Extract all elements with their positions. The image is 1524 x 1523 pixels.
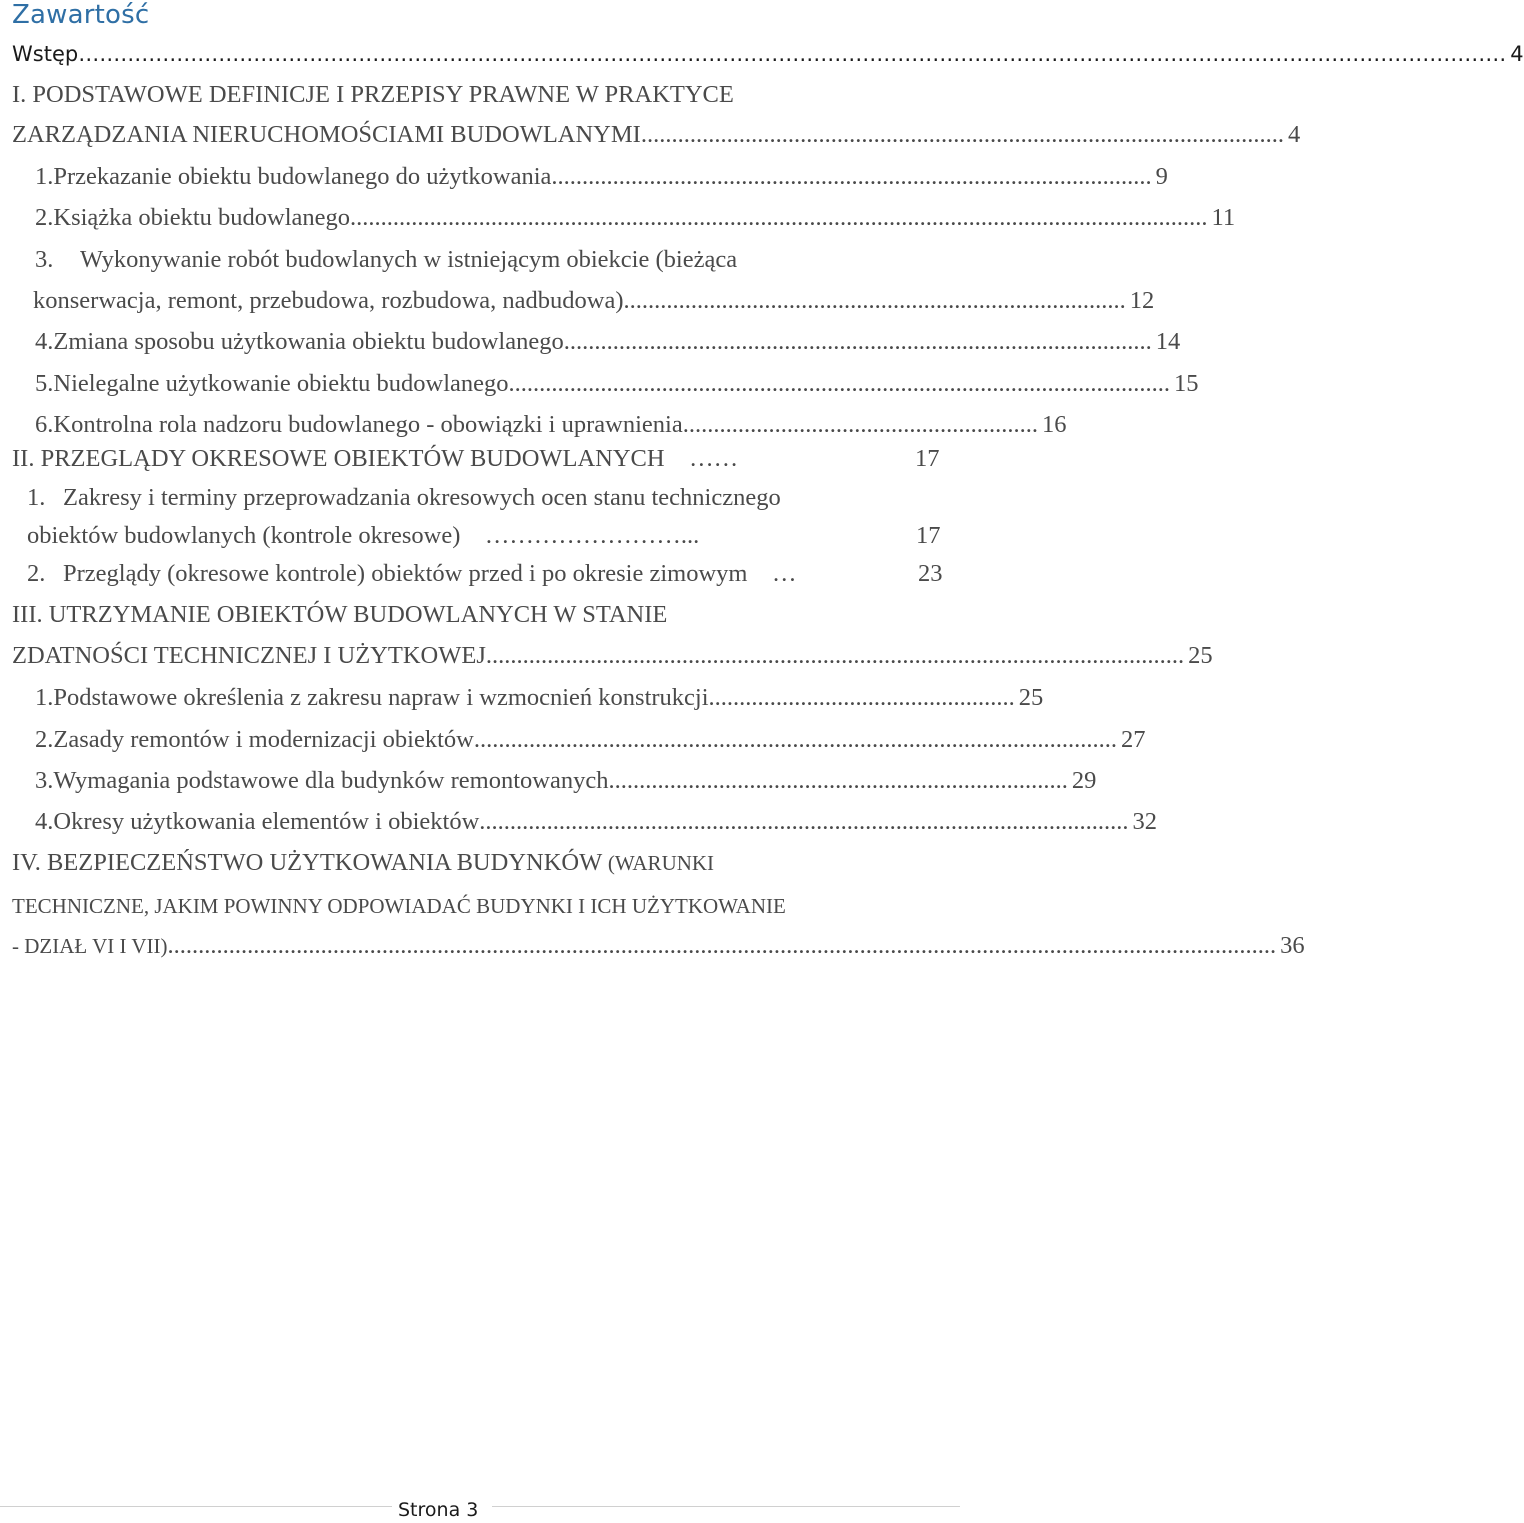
toc-entry-1-5[interactable] bbox=[35, 368, 1199, 400]
leader-dots: .................................................................................................................. bbox=[485, 642, 1185, 669]
toc-entry-section-2[interactable] bbox=[12, 443, 952, 475]
page-number: 11 bbox=[1211, 204, 1236, 231]
toc-entry-intro[interactable] bbox=[12, 38, 1524, 70]
toc-entry-title: - DZIAŁ VI I VII) bbox=[12, 934, 168, 958]
toc-entry-title: Zasady remontów i modernizacji obiektów bbox=[53, 726, 474, 753]
leader-dots: .................................................................................................. bbox=[551, 163, 1152, 190]
footer-rule-left bbox=[0, 1506, 392, 1507]
leader-dots: ......................................................................................................... bbox=[473, 726, 1117, 753]
toc-entry-section-3[interactable] bbox=[12, 640, 1213, 672]
item-number: 6. bbox=[35, 411, 54, 438]
leader-dots: .................................................................................. bbox=[623, 287, 1126, 314]
leader-dots: …… bbox=[664, 445, 739, 472]
leader-dots: ............................................................................................................ bbox=[508, 370, 1171, 397]
item-number: 1. bbox=[35, 163, 54, 190]
page-number: 29 bbox=[1071, 767, 1097, 794]
item-number: 4. bbox=[35, 808, 54, 835]
leader-dots: .................................................. bbox=[708, 684, 1015, 711]
toc-entry-3-4[interactable] bbox=[35, 806, 1158, 838]
toc-entry-title: Przekazanie obiektu budowlanego do użytkowania bbox=[53, 163, 552, 190]
toc-entry-title: Wymagania podstawowe dla budynków remontowanych bbox=[53, 767, 609, 794]
toc-entry-2-1-line1[interactable] bbox=[27, 482, 947, 514]
leader-dots: .......................................................... bbox=[682, 411, 1038, 438]
page-number: 4 bbox=[1287, 121, 1301, 148]
toc-entry-title: III. UTRZYMANIE OBIEKTÓW BUDOWLANYCH W STANIE bbox=[12, 601, 668, 628]
footer-rule bbox=[0, 1506, 960, 1507]
toc-entry-2-2[interactable] bbox=[27, 558, 952, 590]
leader-dots: ......................................................................................................... bbox=[640, 121, 1284, 148]
page-number: 4 bbox=[1510, 42, 1524, 66]
toc-entry-title: Wykonywanie robót budowlanych w istniejącym obiekcie (bieżąca bbox=[80, 246, 738, 273]
toc-entry-title: Kontrolna rola nadzoru budowlanego - obowiązki i uprawnienia bbox=[53, 411, 683, 438]
toc-entry-section-4[interactable] bbox=[12, 930, 1305, 962]
toc-entry-section-4-line2[interactable] bbox=[12, 890, 952, 922]
toc-entry-title: II. PRZEGLĄDY OKRESOWE OBIEKTÓW BUDOWLANYCH bbox=[12, 445, 665, 472]
toc-entry-title: TECHNICZNE, JAKIM POWINNY ODPOWIADAĆ BUDYNKI I ICH UŻYTKOWANIE bbox=[12, 894, 786, 918]
item-number: 2. bbox=[35, 726, 54, 753]
toc-entry-title-note: (WARUNKI bbox=[607, 851, 715, 875]
item-number: 1. bbox=[35, 684, 54, 711]
toc-entry-title: Przeglądy (okresowe kontrole) obiektów przed i po okresie zimowym bbox=[63, 560, 748, 587]
toc-entry-2-1[interactable] bbox=[27, 520, 947, 552]
toc-entry-3-2[interactable] bbox=[35, 724, 1146, 756]
toc-entry-title: IV. BEZPIECZEŃSTWO UŻYTKOWANIA BUDYNKÓW bbox=[12, 849, 602, 876]
leader-dots: ……………………... bbox=[460, 522, 700, 549]
toc-entry-1-4[interactable] bbox=[35, 326, 1181, 358]
page-number: 25 bbox=[1018, 684, 1044, 711]
page-number: 12 bbox=[1129, 287, 1155, 314]
toc-entry-1-1[interactable] bbox=[35, 161, 1168, 193]
toc-entry-title: I. PODSTAWOWE DEFINICJE I PRZEPISY PRAWNE W PRAKTYCE bbox=[12, 81, 734, 108]
toc-entry-title: Wstęp bbox=[12, 42, 79, 66]
leader-dots: ..................................................................................................................................................................................... bbox=[167, 932, 1277, 959]
toc-entry-1-3-line1[interactable] bbox=[35, 244, 948, 276]
toc-entry-1-6[interactable] bbox=[35, 409, 1067, 441]
toc-heading: Zawartość bbox=[12, 0, 150, 30]
page-number: 25 bbox=[1188, 642, 1213, 669]
item-number: 2. bbox=[35, 204, 54, 231]
item-number: 3. bbox=[35, 767, 54, 794]
toc-entry-1-3[interactable] bbox=[33, 285, 1155, 317]
page-number: 15 bbox=[1174, 370, 1199, 397]
item-number: 1. bbox=[27, 484, 46, 511]
page-number: 27 bbox=[1120, 726, 1146, 753]
page-number: 17 bbox=[916, 522, 941, 549]
toc-entry-title: Zmiana sposobu użytkowania obiektu budowlanego bbox=[53, 328, 564, 355]
toc-entry-section-1-line1[interactable] bbox=[12, 79, 942, 111]
leader-dots: … bbox=[747, 560, 797, 587]
page-number: 32 bbox=[1132, 808, 1158, 835]
leader-dots: ............................................................................................................................................ bbox=[350, 204, 1208, 231]
toc-entry-section-3-line1[interactable] bbox=[12, 599, 942, 631]
leader-dots: ........................................................................... bbox=[608, 767, 1068, 794]
toc-entry-1-2[interactable] bbox=[35, 202, 1236, 234]
leader-dots: …………………………………………………………………………………………………………………………………………………………………………………… bbox=[78, 42, 1507, 66]
item-number: 5. bbox=[35, 370, 54, 397]
page-number: 17 bbox=[915, 445, 940, 472]
leader-dots: ................................................................................................ bbox=[563, 328, 1152, 355]
toc-entry-title: ZARZĄDZANIA NIERUCHOMOŚCIAMI BUDOWLANYMI bbox=[12, 121, 641, 148]
toc-entry-title: Zakresy i terminy przeprowadzania okresowych ocen stanu technicznego bbox=[63, 484, 781, 511]
item-number: 3. bbox=[35, 246, 54, 273]
page-number: 23 bbox=[918, 560, 943, 587]
leader-dots: .......................................................................................................... bbox=[479, 808, 1129, 835]
toc-entry-3-1[interactable] bbox=[35, 682, 1044, 714]
toc-entry-title: Nielegalne użytkowanie obiektu budowlanego bbox=[53, 370, 509, 397]
toc-entry-title: obiektów budowlanych (kontrole okresowe) bbox=[27, 522, 461, 549]
toc-entry-title: Książka obiektu budowlanego bbox=[53, 204, 351, 231]
footer-rule-right bbox=[492, 1506, 960, 1507]
toc-entry-title: Podstawowe określenia z zakresu napraw i wzmocnień konstrukcji bbox=[53, 684, 709, 711]
toc-entry-title: Okresy użytkowania elementów i obiektów bbox=[53, 808, 480, 835]
toc-entry-title: ZDATNOŚCI TECHNICZNEJ I UŻYTKOWEJ bbox=[12, 642, 486, 669]
page-footer: Strona 3 bbox=[398, 1499, 479, 1521]
page-number: 14 bbox=[1155, 328, 1181, 355]
page-number: 36 bbox=[1280, 932, 1305, 959]
toc-entry-section-1[interactable] bbox=[12, 119, 1301, 151]
page-number: 9 bbox=[1155, 163, 1168, 190]
item-number: 4. bbox=[35, 328, 54, 355]
page-number: 16 bbox=[1041, 411, 1067, 438]
toc-entry-3-3[interactable] bbox=[35, 765, 1097, 797]
item-number: 2. bbox=[27, 560, 46, 587]
toc-entry-section-4-line1[interactable] bbox=[12, 847, 952, 879]
toc-entry-title: konserwacja, remont, przebudowa, rozbudowa, nadbudowa) bbox=[33, 287, 624, 314]
